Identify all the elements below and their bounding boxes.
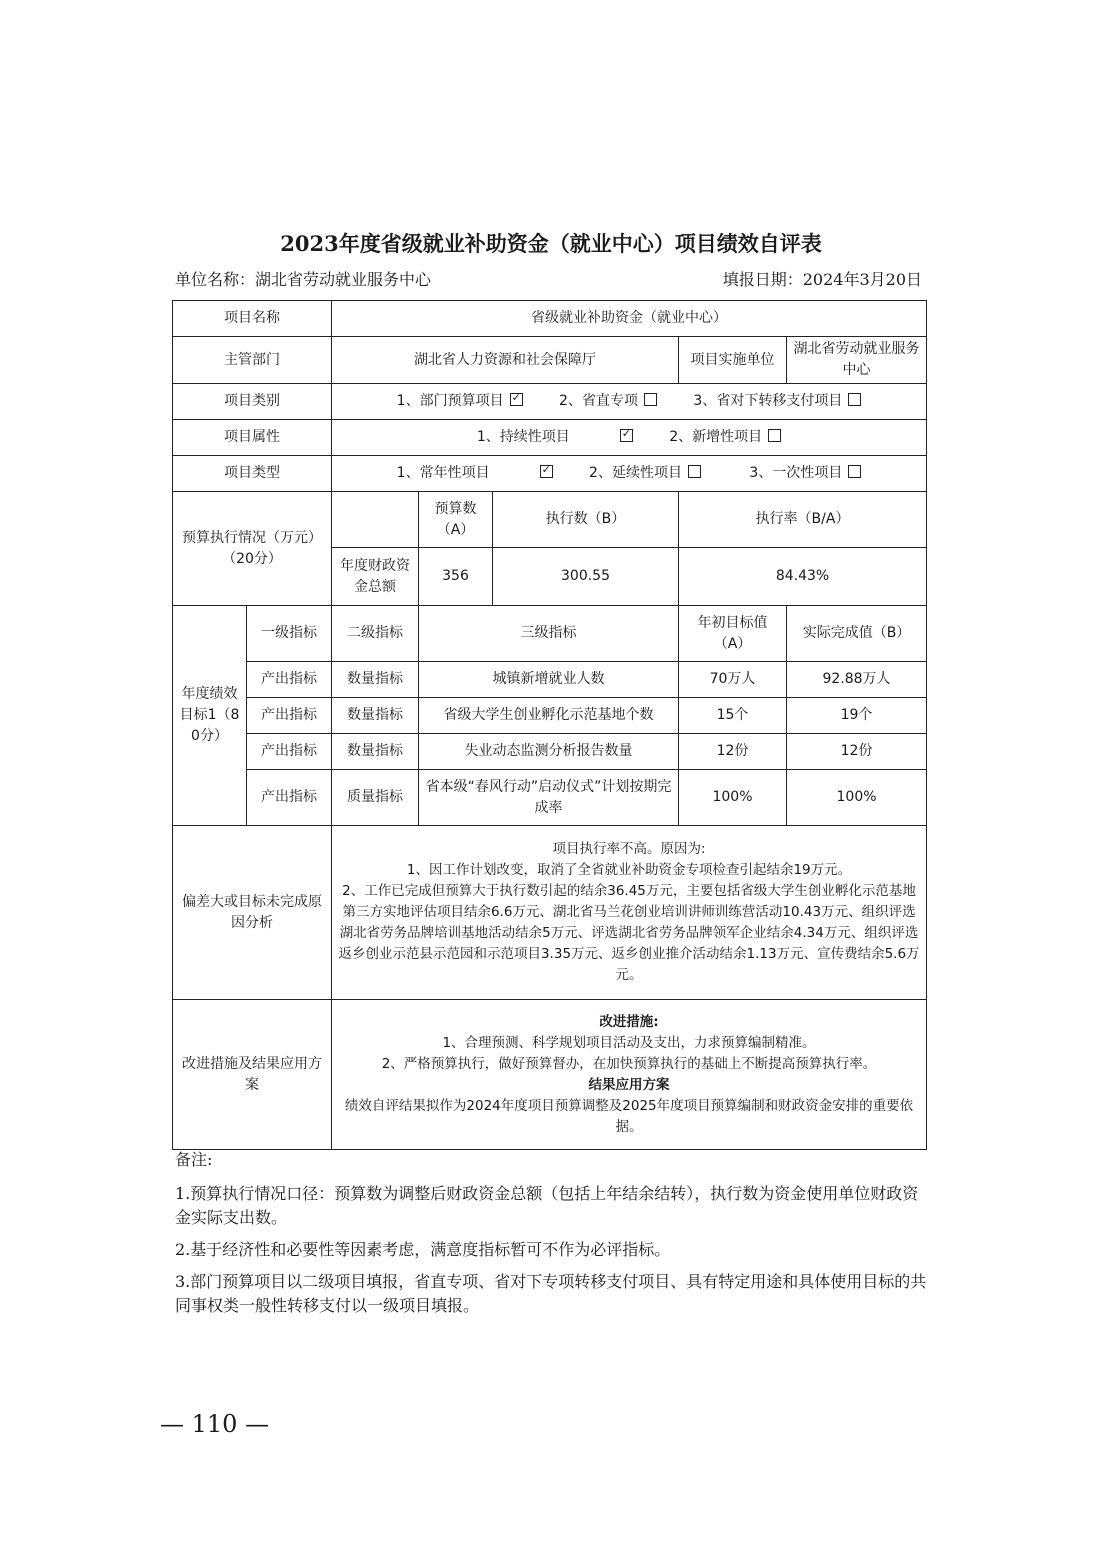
goal-l1: 产出指标 [247,770,332,826]
goal-target: 70万人 [679,662,787,698]
goal-l3: 失业动态监测分析报告数量 [419,734,679,770]
goals-h1: 一级指标 [247,606,332,662]
table-row [173,698,927,734]
attr-label: 项目属性 [173,420,332,456]
improve-line: 1、合理预测、科学规划项目活动及支出，力求预算编制精准。 [442,1034,816,1051]
goals-h2: 二级指标 [332,606,419,662]
type-options [332,456,927,492]
dept-label: 主管部门 [173,337,332,384]
notes-title: 备注: [175,1150,213,1169]
goal-actual: 92.88万人 [787,662,927,698]
impl-value: 湖北省劳动就业服务中心 [787,337,927,384]
deviation-label: 偏差大或目标未完成原因分析 [173,826,332,1000]
budget-row-label: 年度财政资金总额 [332,548,419,606]
dept-value: 湖北省人力资源和社会保障厅 [332,337,679,384]
budget-label: 预算执行情况（万元）（20分） [173,492,332,606]
goal-target: 15个 [679,698,787,734]
unchecked-box-icon [848,393,861,406]
goal-l2: 数量指标 [332,698,419,734]
budget-header-rate: 执行率（B/A） [679,492,927,548]
row-dept [173,337,927,384]
unchecked-box-icon [768,429,781,442]
project-name-value: 省级就业补助资金（就业中心） [332,301,927,337]
row-deviation [173,826,927,1000]
unchecked-box-icon [644,393,657,406]
category-option-3: 3、省对下转移支付项目 [693,393,843,409]
row-category [173,384,927,420]
note-2: 2.基于经济性和必要性等因素考虑，满意度指标暂可不作为必评指标。 [175,1240,671,1259]
improve-line: 2、严格预算执行，做好预算督办，在加快预算执行的基础上不断提高预算执行率。 [381,1055,877,1072]
goal-l1: 产出指标 [247,734,332,770]
checked-box-icon [620,429,633,442]
row-goals-header [173,606,927,662]
row-budget-header [173,492,927,548]
goal-actual: 100% [787,770,927,826]
impl-label: 项目实施单位 [679,337,787,384]
row-type [173,456,927,492]
category-option-1: 1、部门预算项目 [396,393,504,409]
exec-value: 300.55 [493,548,679,606]
row-attr [173,420,927,456]
category-options [332,384,927,420]
rate-value: 84.43% [679,548,927,606]
attr-option-1: 1、持续性项目 [476,429,570,445]
table-row [173,770,927,826]
goal-l2: 数量指标 [332,734,419,770]
goals-label: 年度绩效目标1（80分） [173,606,247,826]
attr-options [332,420,927,456]
goal-l3: 省级大学生创业孵化示范基地个数 [419,698,679,734]
improve-heading: 改进措施: [599,1013,659,1030]
row-improve [173,1000,927,1150]
goal-l1: 产出指标 [247,698,332,734]
note-3: 3.部门预算项目以二级项目填报，省直专项、省对下专项转移支付项目、具有特定用途和具体使用目标的共同事权类一般性转移支付以一级项目填报。 [175,1272,927,1315]
type-option-1: 1、常年性项目 [396,465,490,481]
checked-box-icon [510,393,523,406]
evaluation-table [172,300,927,1150]
category-option-2: 2、省直专项 [559,393,638,409]
unit-name: 单位名称：湖北省劳动就业服务中心 [175,270,432,289]
page-title: 2023年度省级就业补助资金（就业中心）项目绩效自评表 [280,231,822,256]
table-row [173,662,927,698]
improve-label: 改进措施及结果应用方案 [173,1000,332,1150]
goal-l3: 城镇新增就业人数 [419,662,679,698]
attr-option-2: 2、新增性项目 [669,429,763,445]
goals-h4: 年初目标值（A） [679,606,787,662]
deviation-line: 1、因工作计划改变，取消了全省就业补助资金专项检查引起结余19万元。 [406,862,852,878]
budget-value: 356 [419,548,493,606]
improve-content [332,1000,927,1150]
page-number: — 110 — [160,1410,270,1438]
unchecked-box-icon [688,465,701,478]
budget-header-b: 执行数（B） [493,492,679,548]
goal-actual: 19个 [787,698,927,734]
checked-box-icon [540,465,553,478]
goal-l3: 省本级“春风行动”启动仪式”计划按期完成率 [419,770,679,826]
row-project-name [173,301,927,337]
goal-l2: 数量指标 [332,662,419,698]
goal-target: 100% [679,770,787,826]
type-option-3: 3、一次性项目 [749,465,843,481]
budget-header-a: 预算数（A） [419,492,493,548]
result-line: 绩效自评结果拟作为2024年度项目预算调整及2025年度项目预算编制和财政资金安排的重要依据。 [344,1097,914,1135]
type-option-2: 2、延续性项目 [589,465,682,481]
goal-target: 12份 [679,734,787,770]
goals-h5: 实际完成值（B） [787,606,927,662]
budget-blank [332,492,419,548]
type-label: 项目类型 [173,456,332,492]
goal-actual: 12份 [787,734,927,770]
goal-l1: 产出指标 [247,662,332,698]
deviation-line: 2、工作已完成但预算大于执行数引起的结余36.45万元，主要包括省级大学生创业孵化示范基地第三方实地评估项目结余6.6万元、湖北省马兰花创业培训讲师训练营活动10.43万元、组织评选湖北省劳务品牌培训基地活动结余5万元、评选湖北省劳务品牌领军企业结余4.34万元、组织评选返乡创业示范县示范园和示范项目3.35万元、返乡创业推介活动结余1.13万元、宣传费结余5.6万元。 [338,883,920,983]
deviation-line: 项目执行率不高。原因为: [552,841,706,857]
table-row [173,734,927,770]
report-date: 填报日期：2024年3月20日 [722,270,922,289]
project-name-label: 项目名称 [173,301,332,337]
result-heading: 结果应用方案 [588,1076,670,1093]
category-label: 项目类别 [173,384,332,420]
goals-h3: 三级指标 [419,606,679,662]
note-1: 1.预算执行情况口径：预算数为调整后财政资金总额（包括上年结余结转），执行数为资金使用单位财政资金实际支出数。 [175,1184,919,1227]
unchecked-box-icon [848,465,861,478]
deviation-content [332,826,927,1000]
goal-l2: 质量指标 [332,770,419,826]
